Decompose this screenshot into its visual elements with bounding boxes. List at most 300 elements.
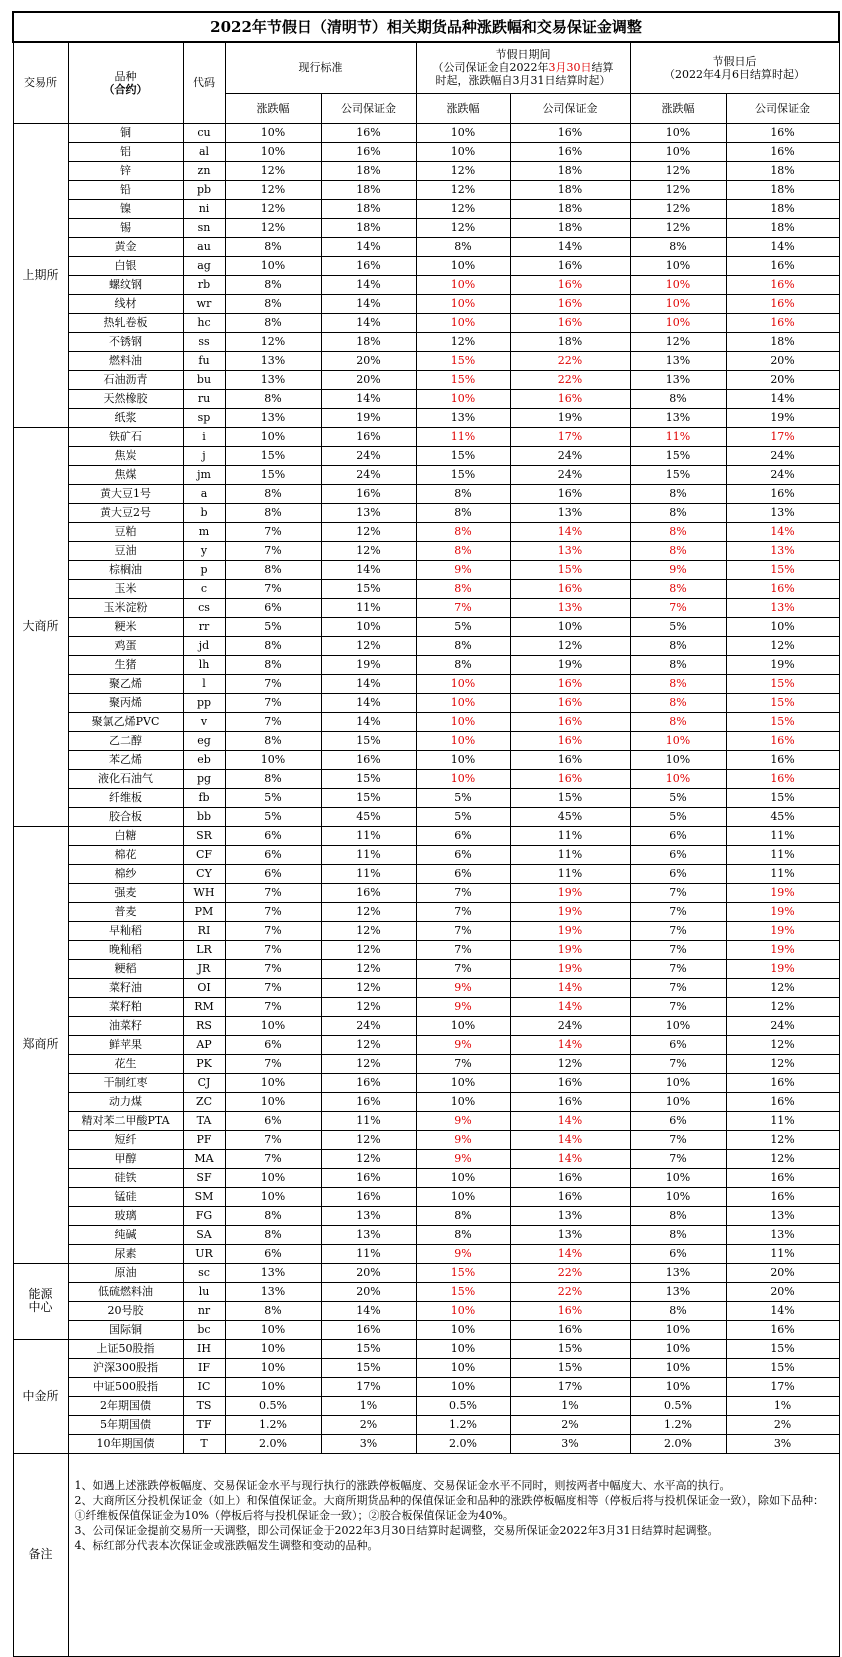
current-limit-cell: 10% xyxy=(225,1092,321,1111)
table-body xyxy=(13,123,839,1453)
holiday-margin-cell: 14% xyxy=(510,1111,630,1130)
holiday-limit-cell: 15% xyxy=(416,465,510,484)
after-header-label: 节假日后 xyxy=(712,54,757,68)
exchange-cell-line: 中心 xyxy=(28,1300,53,1314)
holiday-margin-cell: 3% xyxy=(510,1434,630,1453)
after-margin-cell: 19% xyxy=(726,959,839,978)
current-limit-cell: 7% xyxy=(225,1149,321,1168)
after-limit-cell: 1.2% xyxy=(630,1415,726,1434)
after-margin-cell: 12% xyxy=(726,997,839,1016)
current-limit-cell: 8% xyxy=(225,655,321,674)
current-margin-cell: 12% xyxy=(321,1130,416,1149)
holiday-margin-cell: 16% xyxy=(510,256,630,275)
variety-cell: 原油 xyxy=(68,1263,183,1282)
code-cell: lu xyxy=(183,1282,225,1301)
holiday-margin-cell: 15% xyxy=(510,788,630,807)
holiday-margin-cell: 13% xyxy=(510,1206,630,1225)
current-limit-cell: 8% xyxy=(225,560,321,579)
current-margin-cell: 12% xyxy=(321,978,416,997)
after-margin-cell: 15% xyxy=(726,693,839,712)
after-limit-cell: 6% xyxy=(630,864,726,883)
after-limit-cell: 11% xyxy=(630,427,726,446)
current-limit-cell: 7% xyxy=(225,921,321,940)
variety-cell: 20号胶 xyxy=(68,1301,183,1320)
after-margin-cell: 20% xyxy=(726,370,839,389)
holiday-limit-cell: 9% xyxy=(416,1130,510,1149)
code-cell: PK xyxy=(183,1054,225,1073)
after-margin-cell: 16% xyxy=(726,1320,839,1339)
after-limit-cell: 8% xyxy=(630,237,726,256)
table-row xyxy=(13,636,839,655)
variety-cell: 纯碱 xyxy=(68,1225,183,1244)
current-limit-cell: 8% xyxy=(225,731,321,750)
current-margin-cell: 12% xyxy=(321,541,416,560)
current-margin-cell: 14% xyxy=(321,389,416,408)
current-margin-cell: 14% xyxy=(321,674,416,693)
after-margin-cell: 13% xyxy=(726,541,839,560)
current-margin-cell: 14% xyxy=(321,1301,416,1320)
current-margin-cell: 11% xyxy=(321,864,416,883)
holiday-limit-cell: 8% xyxy=(416,579,510,598)
current-limit-cell: 7% xyxy=(225,712,321,731)
holiday-margin-cell: 45% xyxy=(510,807,630,826)
table-row xyxy=(13,503,839,522)
after-limit-cell: 7% xyxy=(630,997,726,1016)
after-limit-cell: 7% xyxy=(630,1130,726,1149)
current-margin-cell: 17% xyxy=(321,1377,416,1396)
holiday-limit-cell: 8% xyxy=(416,522,510,541)
current-margin-cell: 1% xyxy=(321,1396,416,1415)
code-cell: WH xyxy=(183,883,225,902)
variety-cell: 线材 xyxy=(68,294,183,313)
holiday-margin-cell: 2% xyxy=(510,1415,630,1434)
after-limit-cell: 13% xyxy=(630,1282,726,1301)
code-cell: fb xyxy=(183,788,225,807)
variety-cell: 沪深300股指 xyxy=(68,1358,183,1377)
variety-cell: 苯乙烯 xyxy=(68,750,183,769)
table-row xyxy=(13,370,839,389)
holiday-margin-cell: 10% xyxy=(510,617,630,636)
variety-cell: 棕榈油 xyxy=(68,560,183,579)
holiday-margin-cell: 14% xyxy=(510,522,630,541)
current-margin-cell: 15% xyxy=(321,731,416,750)
code-cell: a xyxy=(183,484,225,503)
holiday-margin-cell: 22% xyxy=(510,1282,630,1301)
after-margin-cell: 16% xyxy=(726,1073,839,1092)
holiday-margin-cell: 19% xyxy=(510,883,630,902)
holiday-margin-cell: 18% xyxy=(510,199,630,218)
code-cell: RI xyxy=(183,921,225,940)
table-row xyxy=(13,579,839,598)
table-row xyxy=(13,1092,839,1111)
current-limit-cell: 8% xyxy=(225,1206,321,1225)
code-cell: cs xyxy=(183,598,225,617)
table-row xyxy=(13,1225,839,1244)
after-limit-cell: 15% xyxy=(630,465,726,484)
after-limit-cell: 8% xyxy=(630,579,726,598)
code-cell: SA xyxy=(183,1225,225,1244)
table-row xyxy=(13,788,839,807)
holiday-margin-cell: 14% xyxy=(510,237,630,256)
after-margin-cell: 15% xyxy=(726,1358,839,1377)
variety-cell: 纤维板 xyxy=(68,788,183,807)
current-margin-cell: 12% xyxy=(321,1035,416,1054)
current-margin-cell: 12% xyxy=(321,1054,416,1073)
after-limit-cell: 13% xyxy=(630,351,726,370)
code-header: 代码 xyxy=(183,42,225,123)
table-row xyxy=(13,389,839,408)
after-margin-cell: 12% xyxy=(726,1130,839,1149)
current-limit-cell: 7% xyxy=(225,541,321,560)
variety-cell: 纸浆 xyxy=(68,408,183,427)
table-row xyxy=(13,1206,839,1225)
variety-cell: 花生 xyxy=(68,1054,183,1073)
table-row xyxy=(13,750,839,769)
after-limit-cell: 8% xyxy=(630,522,726,541)
code-cell: bb xyxy=(183,807,225,826)
current-limit-cell: 12% xyxy=(225,161,321,180)
current-limit-cell: 6% xyxy=(225,1111,321,1130)
holiday-margin-cell: 18% xyxy=(510,180,630,199)
exchange-cell: 大商所 xyxy=(13,427,68,826)
variety-cell: 热轧卷板 xyxy=(68,313,183,332)
table-row xyxy=(13,1339,839,1358)
variety-cell: 乙二醇 xyxy=(68,731,183,750)
holiday-margin-cell: 16% xyxy=(510,294,630,313)
table-row xyxy=(13,1187,839,1206)
holiday-margin-cell: 16% xyxy=(510,1301,630,1320)
after-limit-cell: 5% xyxy=(630,788,726,807)
after-limit-cell: 8% xyxy=(630,503,726,522)
after-limit-cell: 9% xyxy=(630,560,726,579)
holiday-limit-cell: 8% xyxy=(416,484,510,503)
after-margin-cell: 12% xyxy=(726,636,839,655)
after-margin-cell: 11% xyxy=(726,845,839,864)
after-limit-cell: 8% xyxy=(630,655,726,674)
holiday-margin-cell: 13% xyxy=(510,541,630,560)
variety-cell: 短纤 xyxy=(68,1130,183,1149)
current-limit-cell: 10% xyxy=(225,1339,321,1358)
current-limit-cell: 8% xyxy=(225,636,321,655)
after-limit-cell: 8% xyxy=(630,712,726,731)
current-margin-cell: 15% xyxy=(321,769,416,788)
holiday-margin-cell: 16% xyxy=(510,1092,630,1111)
after-margin-cell: 15% xyxy=(726,712,839,731)
holiday-limit-cell: 5% xyxy=(416,807,510,826)
code-cell: TS xyxy=(183,1396,225,1415)
current-limit-cell: 12% xyxy=(225,180,321,199)
holiday-margin-cell: 11% xyxy=(510,864,630,883)
after-limit-cell: 10% xyxy=(630,750,726,769)
code-cell: sp xyxy=(183,408,225,427)
holiday-limit-cell: 1.2% xyxy=(416,1415,510,1434)
after-margin-cell: 16% xyxy=(726,294,839,313)
variety-cell: 菜籽粕 xyxy=(68,997,183,1016)
holiday-limit-cell: 9% xyxy=(416,1149,510,1168)
holiday-limit-cell: 10% xyxy=(416,1320,510,1339)
code-cell: sc xyxy=(183,1263,225,1282)
table-row xyxy=(13,123,839,142)
after-limit-cell: 8% xyxy=(630,541,726,560)
table-row xyxy=(13,351,839,370)
current-margin-cell: 3% xyxy=(321,1434,416,1453)
variety-cell: 10年期国债 xyxy=(68,1434,183,1453)
code-cell: TF xyxy=(183,1415,225,1434)
after-limit-cell: 12% xyxy=(630,161,726,180)
after-limit-cell: 15% xyxy=(630,446,726,465)
current-limit-cell: 5% xyxy=(225,788,321,807)
after-margin-cell: 18% xyxy=(726,218,839,237)
variety-cell: 粳稻 xyxy=(68,959,183,978)
current-limit-cell: 6% xyxy=(225,864,321,883)
after-margin-cell: 14% xyxy=(726,1301,839,1320)
after-margin-cell: 12% xyxy=(726,978,839,997)
code-cell: l xyxy=(183,674,225,693)
code-cell: MA xyxy=(183,1149,225,1168)
variety-cell: 菜籽油 xyxy=(68,978,183,997)
current-margin-cell: 13% xyxy=(321,503,416,522)
variety-cell: 国际铜 xyxy=(68,1320,183,1339)
code-cell: CY xyxy=(183,864,225,883)
after-margin-cell: 24% xyxy=(726,1016,839,1035)
holiday-limit-cell: 8% xyxy=(416,1225,510,1244)
current-limit-cell: 7% xyxy=(225,997,321,1016)
current-limit-cell: 7% xyxy=(225,1054,321,1073)
after-header xyxy=(630,42,839,93)
holiday-limit-cell: 11% xyxy=(416,427,510,446)
holiday-margin-cell: 16% xyxy=(510,484,630,503)
after-margin-cell: 15% xyxy=(726,674,839,693)
current-margin-cell: 16% xyxy=(321,1320,416,1339)
holiday-margin-cell: 17% xyxy=(510,427,630,446)
holiday-limit-cell: 10% xyxy=(416,1092,510,1111)
current-limit-cell: 8% xyxy=(225,313,321,332)
code-cell: eb xyxy=(183,750,225,769)
holiday-limit-cell: 10% xyxy=(416,1301,510,1320)
variety-cell: 聚丙烯 xyxy=(68,693,183,712)
current-margin-cell: 14% xyxy=(321,560,416,579)
current-limit-cell: 12% xyxy=(225,332,321,351)
current-limit-cell: 15% xyxy=(225,465,321,484)
holiday-limit-cell: 10% xyxy=(416,256,510,275)
after-limit-cell: 13% xyxy=(630,370,726,389)
holiday-margin-cell: 22% xyxy=(510,351,630,370)
holiday-margin-cell: 19% xyxy=(510,902,630,921)
table-row xyxy=(13,807,839,826)
after-limit-cell: 7% xyxy=(630,883,726,902)
current-header: 现行标准 xyxy=(225,42,416,93)
table-row xyxy=(13,997,839,1016)
table-row xyxy=(13,1073,839,1092)
holiday-note-b: 结算 xyxy=(591,61,614,75)
current-margin-cell: 11% xyxy=(321,1244,416,1263)
after-margin-cell: 19% xyxy=(726,921,839,940)
after-limit-cell: 6% xyxy=(630,826,726,845)
holiday-margin-cell: 13% xyxy=(510,1225,630,1244)
after-margin-cell: 18% xyxy=(726,199,839,218)
holiday-limit-cell: 8% xyxy=(416,541,510,560)
holiday-limit-cell: 10% xyxy=(416,731,510,750)
holiday-margin-cell: 19% xyxy=(510,408,630,427)
current-limit-cell: 15% xyxy=(225,446,321,465)
current-limit-cell: 8% xyxy=(225,1225,321,1244)
after-limit-cell: 7% xyxy=(630,959,726,978)
current-limit-cell: 7% xyxy=(225,1130,321,1149)
holiday-margin-cell: 14% xyxy=(510,1244,630,1263)
holiday-limit-cell: 9% xyxy=(416,1035,510,1054)
holiday-limit-cell: 10% xyxy=(416,712,510,731)
code-cell: eg xyxy=(183,731,225,750)
holiday-limit-cell: 10% xyxy=(416,693,510,712)
table-row xyxy=(13,522,839,541)
holiday-margin-cell: 22% xyxy=(510,370,630,389)
code-cell: hc xyxy=(183,313,225,332)
holiday-margin-cell: 16% xyxy=(510,142,630,161)
table-row xyxy=(13,275,839,294)
after-limit-cell: 12% xyxy=(630,218,726,237)
holiday-margin-cell: 24% xyxy=(510,446,630,465)
after-margin-cell: 24% xyxy=(726,465,839,484)
current-margin-cell: 18% xyxy=(321,332,416,351)
current-margin-cell: 16% xyxy=(321,484,416,503)
table-row xyxy=(13,1130,839,1149)
holiday-limit-header: 涨跌幅 xyxy=(416,93,510,123)
code-cell: bu xyxy=(183,370,225,389)
holiday-margin-cell: 16% xyxy=(510,389,630,408)
table-row xyxy=(13,1396,839,1415)
holiday-margin-cell: 19% xyxy=(510,921,630,940)
code-cell: RM xyxy=(183,997,225,1016)
code-cell: TA xyxy=(183,1111,225,1130)
table-row xyxy=(13,1054,839,1073)
holiday-margin-cell: 18% xyxy=(510,218,630,237)
current-margin-cell: 2% xyxy=(321,1415,416,1434)
variety-cell: 铜 xyxy=(68,123,183,142)
holiday-margin-cell: 16% xyxy=(510,579,630,598)
after-limit-cell: 12% xyxy=(630,332,726,351)
holiday-limit-cell: 6% xyxy=(416,845,510,864)
after-margin-cell: 16% xyxy=(726,256,839,275)
current-limit-cell: 8% xyxy=(225,237,321,256)
holiday-limit-cell: 10% xyxy=(416,674,510,693)
holiday-header-label: 节假日期间 xyxy=(495,48,551,62)
holiday-limit-cell: 10% xyxy=(416,1168,510,1187)
table-row xyxy=(13,237,839,256)
variety-cell: 玉米淀粉 xyxy=(68,598,183,617)
after-margin-cell: 16% xyxy=(726,142,839,161)
after-limit-cell: 13% xyxy=(630,408,726,427)
current-limit-cell: 7% xyxy=(225,902,321,921)
holiday-margin-cell: 17% xyxy=(510,1377,630,1396)
holiday-margin-cell: 16% xyxy=(510,1187,630,1206)
current-limit-cell: 10% xyxy=(225,750,321,769)
current-limit-cell: 10% xyxy=(225,1168,321,1187)
code-cell: p xyxy=(183,560,225,579)
after-margin-cell: 16% xyxy=(726,579,839,598)
after-margin-cell: 14% xyxy=(726,237,839,256)
holiday-margin-cell: 15% xyxy=(510,1358,630,1377)
current-margin-cell: 24% xyxy=(321,465,416,484)
current-margin-cell: 19% xyxy=(321,408,416,427)
holiday-limit-cell: 0.5% xyxy=(416,1396,510,1415)
code-cell: IF xyxy=(183,1358,225,1377)
current-margin-cell: 45% xyxy=(321,807,416,826)
current-limit-cell: 0.5% xyxy=(225,1396,321,1415)
current-margin-cell: 20% xyxy=(321,351,416,370)
current-margin-cell: 12% xyxy=(321,636,416,655)
code-cell: jm xyxy=(183,465,225,484)
table-row xyxy=(13,1168,839,1187)
variety-cell: 干制红枣 xyxy=(68,1073,183,1092)
holiday-margin-cell: 15% xyxy=(510,1339,630,1358)
current-limit-cell: 7% xyxy=(225,959,321,978)
variety-cell: 铅 xyxy=(68,180,183,199)
current-margin-cell: 24% xyxy=(321,1016,416,1035)
code-cell: sn xyxy=(183,218,225,237)
after-limit-cell: 7% xyxy=(630,921,726,940)
code-cell: OI xyxy=(183,978,225,997)
after-limit-cell: 10% xyxy=(630,1168,726,1187)
variety-cell: 尿素 xyxy=(68,1244,183,1263)
note-line: 1、如遇上述涨跌停板幅度、交易保证金水平与现行执行的涨跌停板幅度、交易保证金水平不同时，则按两者中幅度大、水平高的执行。 xyxy=(74,1478,731,1492)
current-limit-cell: 5% xyxy=(225,617,321,636)
holiday-margin-cell: 14% xyxy=(510,978,630,997)
holiday-limit-cell: 7% xyxy=(416,959,510,978)
after-limit-cell: 10% xyxy=(630,256,726,275)
current-limit-cell: 7% xyxy=(225,940,321,959)
after-limit-cell: 8% xyxy=(630,693,726,712)
after-margin-cell: 13% xyxy=(726,598,839,617)
table-row xyxy=(13,902,839,921)
code-cell: PF xyxy=(183,1130,225,1149)
after-limit-cell: 6% xyxy=(630,1244,726,1263)
holiday-limit-cell: 10% xyxy=(416,750,510,769)
holiday-limit-cell: 5% xyxy=(416,617,510,636)
code-cell: rr xyxy=(183,617,225,636)
holiday-margin-cell: 14% xyxy=(510,997,630,1016)
table-row xyxy=(13,446,839,465)
current-margin-cell: 12% xyxy=(321,959,416,978)
table-row xyxy=(13,1301,839,1320)
current-margin-cell: 12% xyxy=(321,921,416,940)
table-row xyxy=(13,769,839,788)
holiday-margin-cell: 13% xyxy=(510,503,630,522)
holiday-margin-cell: 14% xyxy=(510,1149,630,1168)
table-row xyxy=(13,712,839,731)
variety-cell: 锰硅 xyxy=(68,1187,183,1206)
current-limit-cell: 6% xyxy=(225,1035,321,1054)
variety-cell: 液化石油气 xyxy=(68,769,183,788)
after-margin-cell: 16% xyxy=(726,1092,839,1111)
after-limit-cell: 10% xyxy=(630,1320,726,1339)
code-cell: jd xyxy=(183,636,225,655)
after-limit-cell: 8% xyxy=(630,636,726,655)
current-margin-cell: 16% xyxy=(321,427,416,446)
holiday-limit-cell: 7% xyxy=(416,1054,510,1073)
current-limit-cell: 8% xyxy=(225,484,321,503)
table-row xyxy=(13,1035,839,1054)
variety-cell: 天然橡胶 xyxy=(68,389,183,408)
holiday-limit-cell: 5% xyxy=(416,788,510,807)
after-margin-cell: 16% xyxy=(726,313,839,332)
after-limit-cell: 10% xyxy=(630,731,726,750)
holiday-limit-cell: 15% xyxy=(416,446,510,465)
table-row xyxy=(13,484,839,503)
after-margin-cell: 16% xyxy=(726,731,839,750)
holiday-note-a: （公司保证金自2022年 xyxy=(432,61,549,75)
variety-cell: 豆粕 xyxy=(68,522,183,541)
holiday-margin-cell: 13% xyxy=(510,598,630,617)
